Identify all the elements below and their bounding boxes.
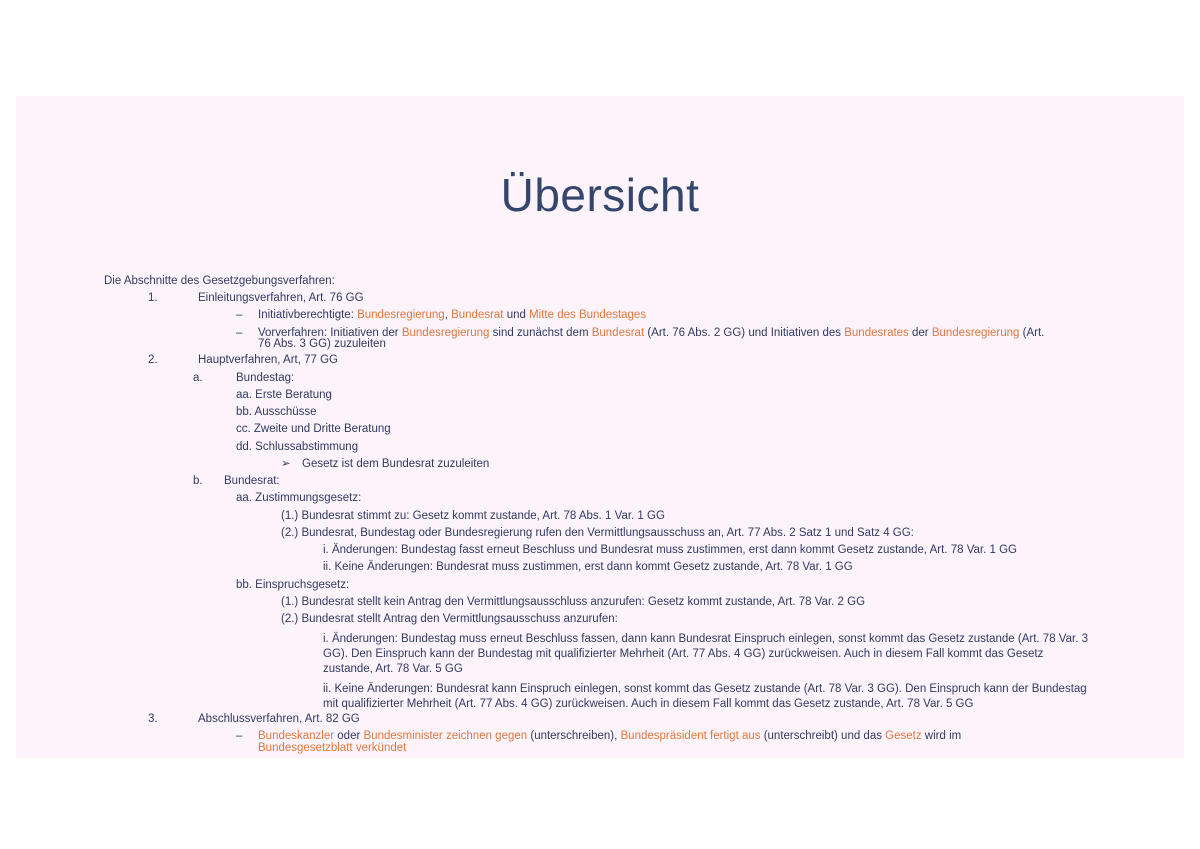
- bundestag-step: dd. Schlussabstimmung: [236, 441, 359, 453]
- text-span: der: [908, 327, 932, 339]
- text-span: sind zunächst dem: [489, 327, 592, 339]
- intro-text: Die Abschnitte des Gesetzgebungsverfahren:: [104, 275, 335, 287]
- highlight-term: Bundespräsident fertigt aus: [620, 730, 761, 742]
- highlight-term: Bundesrat: [591, 327, 645, 339]
- arrow-text: Gesetz ist dem Bundesrat zuzuleiten: [302, 458, 490, 470]
- initiativberechtigte-line: [258, 308, 646, 322]
- abschluss-line-2: Bundesgesetzblatt verkündet: [258, 742, 407, 754]
- text-span: wird im: [921, 730, 962, 742]
- text-span: oder: [334, 730, 364, 742]
- highlight-term: Bundeskanzler: [258, 730, 335, 742]
- highlight-term: Bundesrates: [844, 327, 909, 339]
- arrow-bullet-icon: ➢: [281, 458, 291, 470]
- zustimmungsgesetz-heading: aa. Zustimmungsgesetz:: [236, 492, 362, 504]
- zustimmung-point-2: (2.) Bundesrat, Bundestag oder Bundesregierung rufen den Vermittlungsausschuss an, Art. 77 Abs. 2 Satz 1 und Satz 4 GG:: [281, 527, 914, 539]
- section-1-number: 1.: [148, 292, 158, 304]
- subsection-b-heading: Bundesrat:: [224, 475, 280, 487]
- highlight-term: Mitte des Bundestages: [529, 309, 647, 321]
- highlight-term: Bundesminister zeichnen gegen: [363, 730, 528, 742]
- einspruch-point-2-i: i. Änderungen: Bundestag muss erneut Beschluss fassen, dann kann Bundesrat Einspruch einlegen, sonst kommt das Gesetz zustande (Art. 78 Var. 3 GG). Den Einspruch kann der Bundestag mit qualifizierter Mehrheit (Art. 77 Abs. 4 GG) zurückweisen. Auch in diesem Fall kommt das Gesetz zustande, Art. 78 Var. 5 GG: [323, 633, 1088, 675]
- einspruchsgesetz-heading: bb. Einspruchsgesetz:: [236, 579, 350, 591]
- section-3-heading: Abschlussverfahren, Art. 82 GG: [198, 713, 360, 725]
- bundestag-step: bb. Ausschüsse: [236, 406, 317, 418]
- dash-bullet: –: [236, 327, 243, 339]
- text-span: Vorverfahren: Initiativen der: [258, 327, 402, 339]
- einspruch-point-2: (2.) Bundesrat stellt Antrag den Vermittlungsausschuss anzurufen:: [281, 613, 618, 625]
- einspruch-point-2-ii: ii. Keine Änderungen: Bundesrat kann Einspruch einlegen, sonst kommt das Gesetz zustande (Art. 78 Var. 3 GG). Den Einspruch kann der Bundestag mit qualifizierter Mehrheit (Art. 77 Abs. 4 GG) zurückweisen. Auch in diesem Fall kommt das Gesetz zustande, Art. 78 Var. 5 GG: [323, 683, 1087, 710]
- section-1-heading: Einleitungsverfahren, Art. 76 GG: [198, 292, 364, 304]
- highlight-term: Bundesregierung: [357, 309, 445, 321]
- highlight-term: Bundesregierung: [931, 327, 1020, 339]
- zustimmung-point-2-i: i. Änderungen: Bundestag fasst erneut Beschluss und Bundesrat muss zustimmen, erst dann kommt Gesetz zustande, Art. 78 Var. 1 GG: [323, 544, 1017, 556]
- text-span: ,: [444, 309, 452, 321]
- highlight-term: Bundesregierung: [401, 327, 490, 339]
- subsection-b-number: b.: [193, 475, 203, 487]
- highlight-term: Gesetz: [885, 730, 922, 742]
- bundestag-step: cc. Zweite und Dritte Beratung: [236, 423, 391, 435]
- highlight-term: Bundesrat: [451, 309, 504, 321]
- zustimmung-point-1: (1.) Bundesrat stimmt zu: Gesetz kommt zustande, Art. 78 Abs. 1 Var. 1 GG: [281, 510, 665, 522]
- section-3-number: 3.: [148, 713, 158, 725]
- section-2-heading: Hauptverfahren, Art, 77 GG: [198, 354, 338, 366]
- text-span: (unterschreibt) und das: [760, 730, 886, 742]
- text-span: Initiativberechtigte:: [258, 309, 358, 321]
- subsection-a-heading: Bundestag:: [236, 372, 295, 384]
- text-span: (unterschreiben),: [527, 730, 621, 742]
- section-2-number: 2.: [148, 354, 158, 366]
- bundestag-step: aa. Erste Beratung: [236, 389, 332, 401]
- text-span: und: [503, 309, 530, 321]
- text-span: (Art.: [1019, 327, 1045, 339]
- zustimmung-point-2-ii: ii. Keine Änderungen: Bundesrat muss zustimmen, erst dann kommt Gesetz zustande, Art. 78 Var. 1 GG: [323, 561, 853, 573]
- subsection-a-number: a.: [193, 372, 203, 384]
- page-title: Übersicht: [500, 169, 700, 221]
- einspruch-point-1: (1.) Bundesrat stellt kein Antrag den Vermittlungsausschluss anzurufen: Gesetz kommt zustande, Art. 78 Var. 2 GG: [281, 596, 866, 608]
- dash-bullet: –: [236, 309, 243, 321]
- text-span: (Art. 76 Abs. 2 GG) und Initiativen des: [644, 327, 845, 339]
- vorverfahren-line-2: 76 Abs. 3 GG) zuzuleiten: [258, 338, 386, 350]
- dash-bullet: –: [236, 730, 243, 742]
